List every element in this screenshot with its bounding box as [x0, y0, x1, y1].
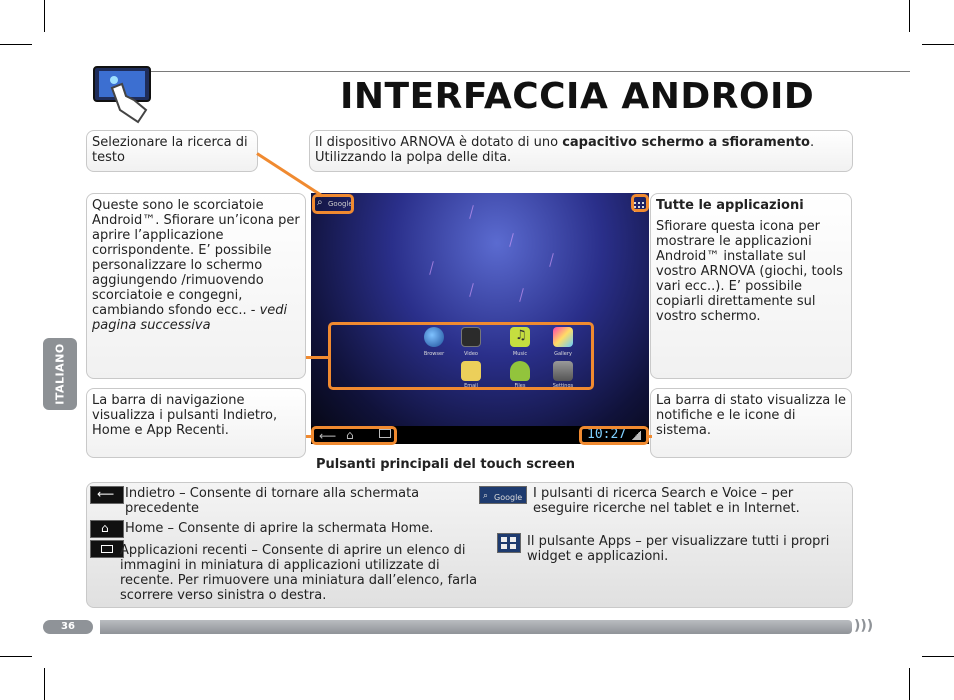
highlight-shortcuts — [328, 322, 594, 390]
callout-nav-bar-text: La barra di navigazione visualizza i pulsanti Indietro, Home e App Recenti. — [92, 393, 278, 438]
callout-all-apps — [650, 193, 852, 379]
highlight-search — [312, 194, 354, 214]
google-search-button-label: Google — [494, 493, 523, 502]
crop-mark — [0, 44, 32, 45]
crop-mark — [922, 44, 954, 45]
legend-home-text: Home – Consente di aprire la schermata Home. — [125, 521, 434, 536]
home-icon[interactable]: ⌂ — [346, 428, 354, 442]
connector-line — [648, 435, 652, 438]
callout-all-apps-body: Sfiorare questa icona per mostrare le applicazioni Android™ installate sul vostro ARNOVA (giochi, tools vari ecc..). E’ possibile copiarli direttamente sul vostro schermo. — [656, 219, 843, 324]
home-button-icon: ⌂ — [90, 520, 124, 538]
app-label: Settings — [552, 383, 574, 389]
callout-search — [86, 130, 258, 172]
callout-device-tail: . Utilizzando la polpa delle dita. — [315, 135, 815, 165]
crop-mark — [44, 668, 45, 700]
search-bar-label: Google — [328, 200, 353, 208]
callout-search-text: Selezionare la ricerca di testo — [92, 135, 248, 165]
callout-device-bold: capacitivo schermo a sfioramento — [562, 135, 810, 150]
footer-bar — [100, 620, 852, 634]
music-icon[interactable]: ♫ — [510, 327, 530, 347]
legend-apps-text: Il pulsante Apps – per visualizzare tutti i propri widget e applicazioni. — [527, 534, 830, 564]
language-tab-label: ITALIANO — [53, 343, 67, 405]
callout-all-apps-title: Tutte le applicazioni — [656, 198, 804, 213]
page-title: INTERFACCIA ANDROID — [340, 76, 815, 117]
footer-wave-icon: ))) — [854, 618, 874, 634]
highlight-status-bar — [579, 426, 649, 445]
legend-panel — [86, 482, 853, 608]
crop-mark — [922, 656, 954, 657]
callout-nav-bar — [86, 388, 306, 458]
app-label: Files — [514, 383, 526, 389]
android-home-screen — [311, 193, 649, 444]
connector-line — [306, 356, 328, 359]
app-label: Video — [463, 351, 478, 357]
back-button-icon: ⟵ — [90, 486, 124, 504]
app-label: Music — [512, 351, 528, 357]
crop-mark — [909, 668, 910, 700]
connector-line — [306, 435, 312, 438]
status-clock: 10:27 — [587, 427, 627, 442]
callout-shortcuts-text: Queste sono le scorciatoie Android™. Sfiorare un’icona per aprire l’applicazione corrispondente. E’ possibile personalizzare lo schermo aggiungendo /rimuovendo scorciatoie e congegni, cambiando sfondo ecc.. - — [92, 198, 300, 318]
legend-search-text: I pulsanti di ricerca Search e Voice – per eseguire ricerche nel tablet e in Internet. — [533, 486, 800, 516]
callout-device-intro: Il dispositivo ARNOVA è dotato di uno — [315, 135, 563, 150]
page-number: 36 — [43, 620, 93, 634]
callout-device — [309, 130, 853, 172]
section-caption: Pulsanti principali del touch screen — [316, 457, 576, 472]
touch-tablet-icon — [90, 66, 150, 106]
callout-status-bar-text: La barra di stato visualizza le notifiche e le icone di sistema. — [656, 393, 846, 438]
callout-shortcuts — [86, 193, 306, 379]
app-label: Gallery — [554, 351, 572, 357]
crop-mark — [44, 0, 45, 32]
apps-button-icon — [497, 533, 521, 553]
google-search-button-icon: ⌕ Google — [479, 486, 527, 504]
callout-status-bar — [650, 388, 852, 458]
callout-shortcuts-link: vedi pagina successiva — [92, 303, 288, 333]
crop-mark — [0, 656, 32, 657]
highlight-nav-bar — [311, 426, 397, 445]
search-icon: ⌕ — [317, 197, 323, 208]
app-label: Browser — [423, 351, 445, 357]
back-icon[interactable]: ⟵ — [319, 429, 337, 443]
legend-recent-text: Applicazioni recenti – Consente di aprire un elenco di immagini in miniatura di applicazioni utilizzate di recente. Per rimuovere una miniatura dall’elenco, farla scorrere verso sinistra o destra. — [120, 543, 478, 603]
header-rule — [95, 71, 910, 72]
language-tab — [43, 338, 77, 410]
legend-back-text: Indietro – Consente di tornare alla schermata precedente — [125, 486, 420, 516]
highlight-all-apps — [631, 194, 649, 212]
app-label: Email — [464, 383, 478, 389]
recent-apps-button-icon — [90, 540, 124, 558]
crop-mark — [909, 0, 910, 32]
